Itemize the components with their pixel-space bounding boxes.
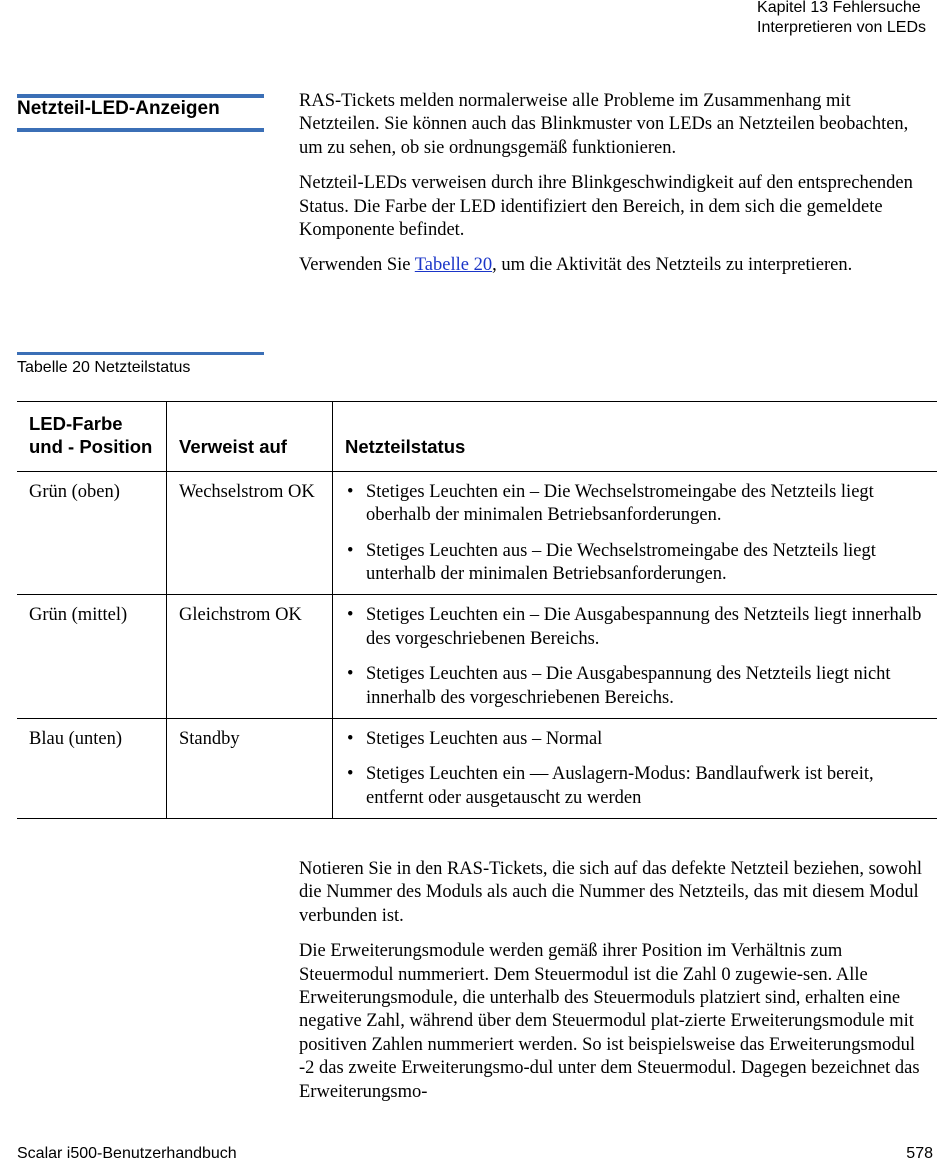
intro-paragraph-1: RAS-Tickets melden normalerweise alle Probleme im Zusammenhang mit Netzteilen. Sie können auch das Blinkmuster von LEDs an Netzteilen beobachten, um zu sehen, ob sie ordnungsgemäß funktionieren. [299, 91, 909, 158]
table-header-row [17, 402, 937, 472]
column-header-status: Netzteilstatus [333, 402, 938, 472]
column-header-refers-to: Verweist auf [167, 402, 333, 472]
section-label: Interpretieren von LEDs [757, 19, 926, 36]
table-caption-rule [17, 352, 264, 355]
refers-to-cell: Gleichstrom OK [167, 595, 333, 719]
status-cell [333, 595, 938, 719]
status-item: • Stetiges Leuchten ein – Die Ausgabespannung des Netzteils liegt innerhalb des vorgeschriebenen Bereichs. [345, 604, 927, 651]
table-row [17, 595, 937, 719]
refers-to-cell: Standby [167, 719, 333, 819]
followup-paragraph-2: Die Erweiterungsmodule werden gemäß ihrer Position im Verhältnis zum Steuermodul nummeriert. Dem Steuermodul ist die Zahl 0 zugewie-sen. Alle Erweiterungsmodule, die unterhalb des Steuermoduls platziert sind, erhalten eine negative Zahl, während über dem Steuermodul plat-zierte Erweiterungsmodule mit positiven Zahlen nummeriert werden. So ist beispielsweise das Erweiterungsmodul -2 das zweite Erweiterungsmo-dul unter dem Steuermodul. Dagegen bezeichnet das Erweiterungsmo- [299, 941, 920, 1102]
table-row [17, 719, 937, 819]
status-item: • Stetiges Leuchten aus – Die Ausgabespannung des Netzteils liegt nicht innerhalb des vorgeschriebenen Bereichs. [345, 663, 927, 710]
section-rule-bottom [17, 128, 264, 132]
footer-document-title: Scalar i500-Benutzerhandbuch [17, 1145, 237, 1162]
running-header [757, 0, 926, 38]
intro-paragraph-2: Netzteil-LEDs verweisen durch ihre Blinkgeschwindigkeit auf den entsprechenden Status. Die Farbe der LED identifiziert den Bereich, in dem sich die gemeldete Komponente befindet. [299, 173, 913, 241]
status-cell [333, 719, 938, 819]
led-color-cell: Grün (mittel) [29, 605, 128, 626]
status-item: • Stetiges Leuchten ein – Die Wechselstromeingabe des Netzteils liegt oberhalb der minimalen Betriebsanforderungen. [345, 481, 927, 528]
status-item: • Stetiges Leuchten ein — Auslagern-Modus: Bandlaufwerk ist bereit, entfernt oder ausgetauscht zu werden [345, 763, 927, 810]
intro-paragraph-3 [299, 254, 935, 277]
led-color-cell: Blau (unten) [29, 729, 122, 750]
intro-paragraph-3-rest: , um die Aktivität des Netzteils zu interpretieren. [492, 255, 853, 276]
status-item: • Stetiges Leuchten aus – Die Wechselstromeingabe des Netzteils liegt unterhalb der minimalen Betriebsanforderungen. [345, 540, 927, 587]
table-20-link[interactable]: Tabelle 20 [414, 255, 493, 276]
section-title: Netzteil-LED-Anzeigen [17, 98, 220, 119]
column-header-led-color: LED-Farbe und - Position [29, 413, 153, 458]
chapter-label: Kapitel 13 Fehlersuche [757, 0, 921, 16]
power-supply-status-table [17, 401, 937, 819]
led-color-cell: Grün (oben) [29, 481, 120, 502]
status-cell [333, 471, 938, 595]
intro-text [299, 90, 935, 290]
followup-paragraph-1: Notieren Sie in den RAS-Tickets, die sich auf das defekte Netzteil beziehen, sowohl die Nummer des Moduls als auch die Nummer des Netzteils, das mit diesem Modul verbunden ist. [299, 859, 923, 926]
followup-text [299, 858, 935, 1116]
table-row [17, 471, 937, 595]
status-item: • Stetiges Leuchten aus – Normal [345, 728, 927, 751]
footer-page-number: 578 [906, 1145, 933, 1162]
table-caption: Tabelle 20 Netzteilstatus [17, 359, 191, 376]
refers-to-cell: Wechselstrom OK [167, 471, 333, 595]
intro-paragraph-3-text: Verwenden Sie [299, 255, 415, 276]
